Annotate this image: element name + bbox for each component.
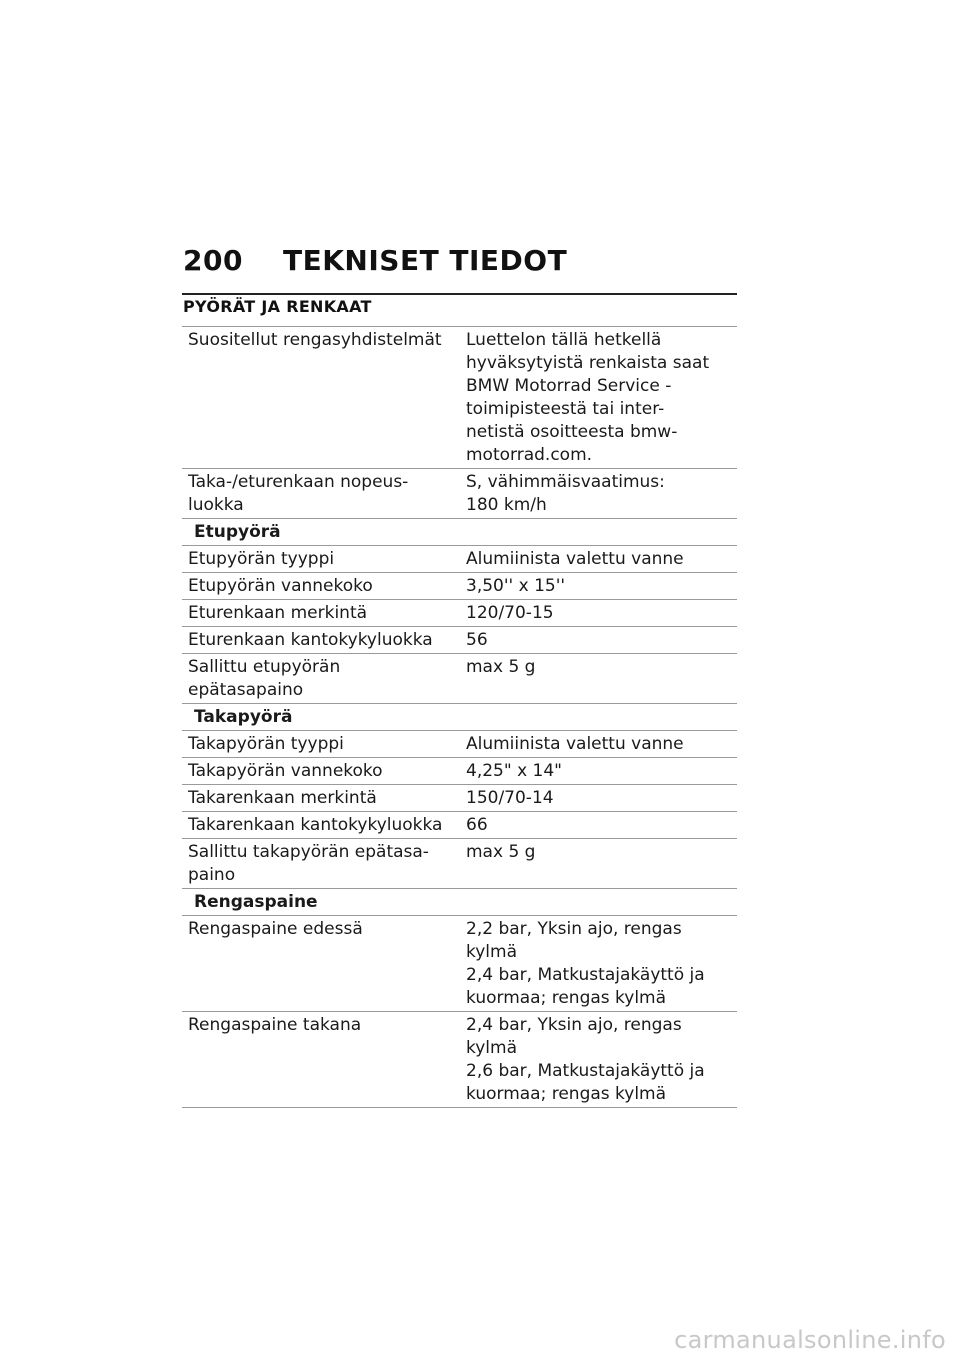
page-header	[183, 244, 567, 277]
subheading-row-pressure	[182, 889, 737, 916]
spec-label: Takarenkaan kantokykyluokka	[182, 812, 460, 839]
spec-value: 2,4 bar, Yksin ajo, rengas kylmä 2,6 bar, Matkustajakäyttö ja kuormaa; rengas kylmä	[460, 1012, 737, 1108]
spec-value: 66	[460, 812, 737, 839]
spec-label: Sallittu etupyörän epätasapaino	[182, 654, 460, 704]
table-row	[182, 600, 737, 627]
spec-label: Etupyörän vannekoko	[182, 573, 460, 600]
spec-value: Alumiinista valettu vanne	[460, 731, 737, 758]
spec-label: Taka-/eturenkaan nopeus- luokka	[182, 469, 460, 519]
subheading-row-rear	[182, 704, 737, 731]
spec-label: Takapyörän tyyppi	[182, 731, 460, 758]
spec-value: 2,2 bar, Yksin ajo, rengas kylmä 2,4 bar, Matkustajakäyttö ja kuormaa; rengas kylmä	[460, 916, 737, 1012]
section-divider	[182, 293, 737, 295]
spec-value: Luettelon tällä hetkellä hyväksytyistä renkaista saat BMW Motorrad Service - toimipisteestä tai inter- netistä osoitteesta bmw- motorrad.com.	[460, 327, 737, 469]
section-title: PYÖRÄT JA RENKAAT	[183, 297, 372, 316]
subheading-front-wheel: Etupyörä	[182, 519, 737, 546]
spec-value: 3,50'' x 15''	[460, 573, 737, 600]
table-row	[182, 573, 737, 600]
table-row	[182, 839, 737, 889]
spec-value: max 5 g	[460, 839, 737, 889]
table-row	[182, 1012, 737, 1108]
spec-value: 56	[460, 627, 737, 654]
table-row	[182, 469, 737, 519]
table-row	[182, 654, 737, 704]
spec-value: 4,25" x 14"	[460, 758, 737, 785]
spec-label: Rengaspaine takana	[182, 1012, 460, 1108]
page-number: 200	[183, 244, 243, 277]
table-row	[182, 627, 737, 654]
spec-value: S, vähimmäisvaatimus: 180 km/h	[460, 469, 737, 519]
table-row	[182, 812, 737, 839]
spec-label: Takarenkaan merkintä	[182, 785, 460, 812]
spec-label: Rengaspaine edessä	[182, 916, 460, 1012]
wheels-tyres-spec-table	[182, 326, 737, 1108]
subheading-rear-wheel: Takapyörä	[182, 704, 737, 731]
spec-value: Alumiinista valettu vanne	[460, 546, 737, 573]
source-watermark: carmanualsonline.info	[674, 1326, 946, 1354]
subheading-tyre-pressure: Rengaspaine	[182, 889, 737, 916]
spec-label: Takapyörän vannekoko	[182, 758, 460, 785]
table-row	[182, 916, 737, 1012]
spec-label: Eturenkaan kantokykyluokka	[182, 627, 460, 654]
table-row	[182, 785, 737, 812]
spec-label: Eturenkaan merkintä	[182, 600, 460, 627]
table-row	[182, 327, 737, 469]
spec-label: Suositellut rengasyhdistelmät	[182, 327, 460, 469]
table-row	[182, 546, 737, 573]
spec-label: Sallittu takapyörän epätasa- paino	[182, 839, 460, 889]
spec-value: 150/70-14	[460, 785, 737, 812]
spec-value: max 5 g	[460, 654, 737, 704]
table-row	[182, 731, 737, 758]
subheading-row-front	[182, 519, 737, 546]
chapter-title: TEKNISET TIEDOT	[283, 244, 568, 277]
spec-label: Etupyörän tyyppi	[182, 546, 460, 573]
spec-value: 120/70-15	[460, 600, 737, 627]
table-row	[182, 758, 737, 785]
